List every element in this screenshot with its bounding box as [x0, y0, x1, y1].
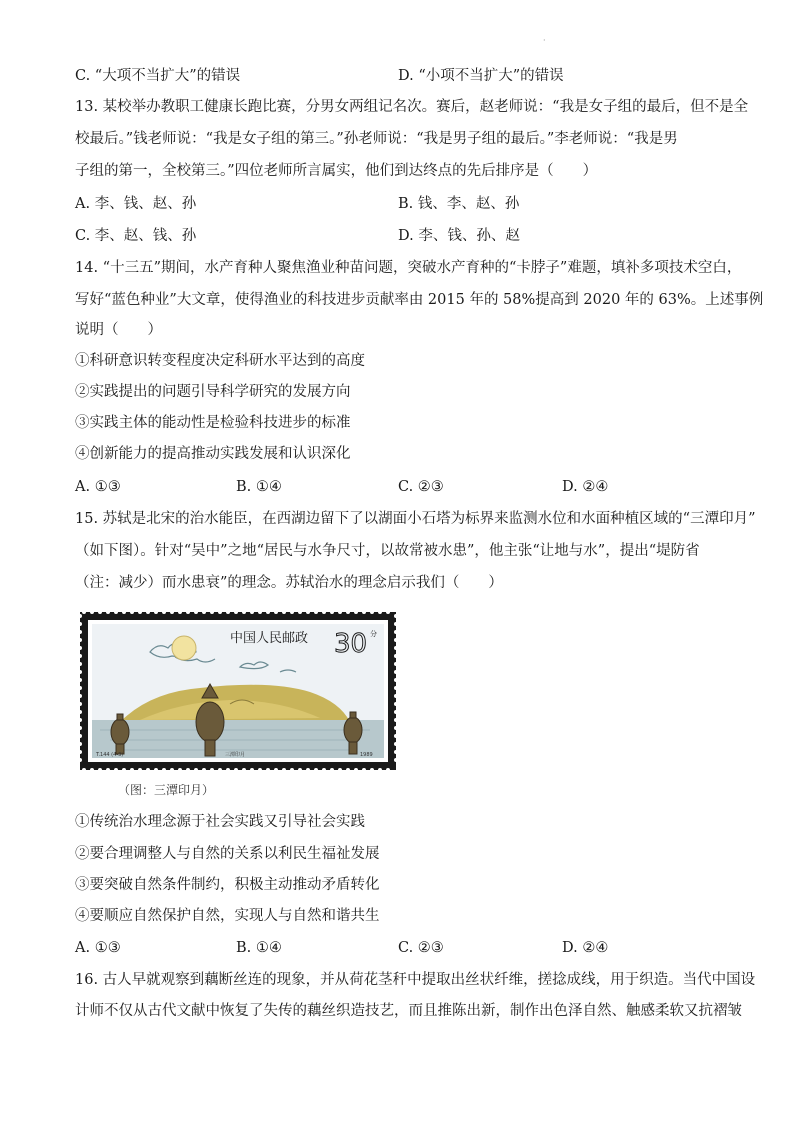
q14-stem-line-2: 写好“蓝色种业”大文章，使得渔业的科技进步贡献率由 2015 年的 58%提高到 2020 年的 63%。上述事例 [75, 292, 764, 308]
q15-option-c[interactable]: C. ②③ [398, 940, 444, 956]
q12-option-d[interactable]: D. “小项不当扩大”的错误 [398, 68, 564, 84]
q15-option-a[interactable]: A. ①③ [75, 940, 121, 956]
q15-option-d[interactable]: D. ②④ [562, 940, 609, 956]
stamp-code-text: T.144 (4-3) [96, 752, 124, 758]
q13-option-a[interactable]: A. 李、钱、赵、孙 [75, 196, 197, 212]
stamp-country-text: 中国人民邮政 [230, 631, 309, 646]
q13-option-d[interactable]: D. 李、钱、孙、赵 [398, 228, 520, 244]
q13-stem-line-1: 13. 某校举办教职工健康长跑比赛，分男女两组记名次。赛后，赵老师说：“我是女子组的最后，但不是全 [75, 99, 749, 115]
q15-option-b[interactable]: B. ①④ [236, 940, 282, 956]
q14-stem-line-3: 说明（ ） [75, 322, 162, 338]
stamp-caption: （图：三潭印月） [118, 783, 215, 797]
q15-statement-2: ②要合理调整人与自然的关系以利民生福祉发展 [75, 846, 380, 862]
q15-statement-3: ③要突破自然条件制约，积极主动推动矛盾转化 [75, 877, 380, 893]
stamp-name-text: 三潭印月 [225, 752, 246, 758]
q13-option-b[interactable]: B. 钱、李、赵、孙 [398, 196, 520, 212]
q15-stem-line-1: 15. 苏轼是北宋的治水能臣，在西湖边留下了以湖面小石塔为标界来监测水位和水面种植区域的“三潭印月” [75, 511, 756, 527]
q15-statement-1: ①传统治水理念源于社会实践又引导社会实践 [75, 814, 365, 830]
q14-statement-1: ①科研意识转变程度决定科研水平达到的高度 [75, 353, 365, 369]
q14-option-b[interactable]: B. ①④ [236, 479, 282, 495]
q13-option-c[interactable]: C. 李、赵、钱、孙 [75, 228, 197, 244]
q16-stem-line-1: 16. 古人早就观察到藕断丝连的现象，并从荷花茎秆中提取出丝状纤维，搓捻成线，用于织造。当代中国设 [75, 972, 756, 988]
q14-statement-4: ④创新能力的提高推动实践发展和认识深化 [75, 446, 351, 462]
decorative-dot: · [543, 36, 546, 45]
q15-stem-line-2: （如下图）。针对“吴中”之地“居民与水争尺寸，以故常被水患”，他主张“让地与水”，提出“堤防省 [75, 543, 700, 559]
stamp-unit-text: 分 [370, 630, 377, 638]
q16-stem-line-2: 计师不仅从古代文献中恢复了失传的藕丝织造技艺，而且推陈出新，制作出色泽自然、触感柔软又抗褶皱 [75, 1003, 742, 1019]
q14-option-d[interactable]: D. ②④ [562, 479, 609, 495]
q12-option-c[interactable]: C. “大项不当扩大”的错误 [75, 68, 241, 84]
q15-stem-line-3: （注：减少）而水患衰”的理念。苏轼治水的理念启示我们（ ） [75, 575, 503, 591]
q14-statement-2: ②实践提出的问题引导科学研究的发展方向 [75, 384, 351, 400]
stamp-value-text: 30 [334, 629, 368, 659]
q14-statement-3: ③实践主体的能动性是检验科技进步的标准 [75, 415, 351, 431]
q14-stem-line-1: 14. “十三五”期间，水产育种人聚焦渔业种苗问题，突破水产育种的“卡脖子”难题，填补多项技术空白， [75, 260, 742, 276]
stamp-year-text: 1989 [360, 752, 373, 758]
stamp-image [80, 612, 396, 770]
q13-stem-line-2: 校最后。”钱老师说：“我是女子组的第三。”孙老师说：“我是男子组的最后。”李老师说：“我是男 [75, 131, 678, 147]
q13-stem-line-3: 子组的第一，全校第三。”四位老师所言属实，他们到达终点的先后排序是（ ） [75, 163, 598, 179]
q14-option-c[interactable]: C. ②③ [398, 479, 444, 495]
q15-statement-4: ④要顺应自然保护自然，实现人与自然和谐共生 [75, 908, 380, 924]
q14-option-a[interactable]: A. ①③ [75, 479, 121, 495]
